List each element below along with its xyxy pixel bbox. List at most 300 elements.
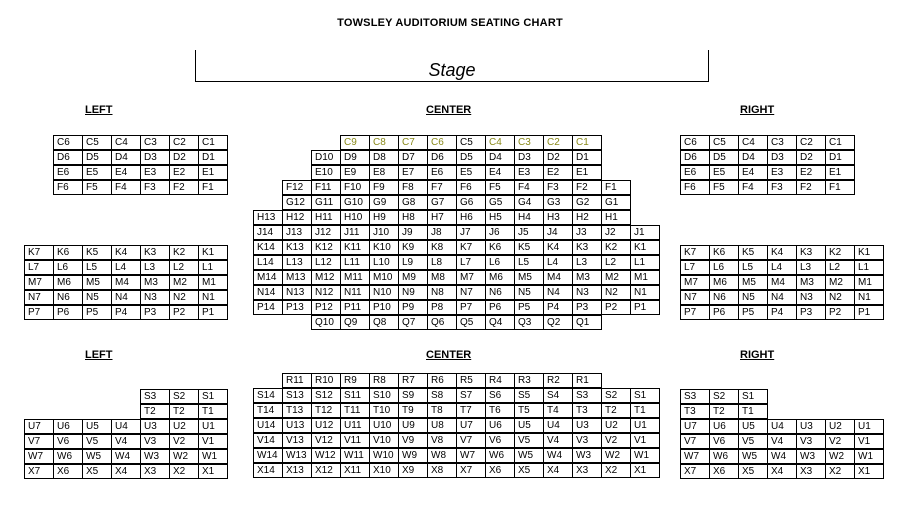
seat-upper-center-H-4: H9 (369, 210, 399, 225)
seat-lower-left-S-1: S2 (169, 389, 199, 404)
seat-lower-right-V-5: V2 (825, 434, 855, 449)
seat-lower-center-R-6: R5 (456, 373, 486, 388)
seat-upper-center-L-11: L3 (572, 255, 602, 270)
seat-lower-center-V-5: V9 (398, 433, 428, 448)
seat-lower-center-X-10: X4 (543, 463, 573, 478)
seat-upper-center-L-3: L11 (340, 255, 370, 270)
seat-lower-center-V-0: V14 (253, 433, 283, 448)
seat-upper-center-N-6: N8 (427, 285, 457, 300)
seat-lower-center-V-13: V1 (630, 433, 660, 448)
seat-lower-center-T-11: T3 (572, 403, 602, 418)
seat-lower-center-U-4: U10 (369, 418, 399, 433)
seat-upper-center-G-7: G5 (485, 195, 515, 210)
seat-lower-center-X-3: X11 (340, 463, 370, 478)
seat-upper-center-G-8: G4 (514, 195, 544, 210)
seat-lower-center-X-1: X13 (282, 463, 312, 478)
seat-lower-center-W-11: W3 (572, 448, 602, 463)
seat-lower-center-W-8: W6 (485, 448, 515, 463)
seat-lower-center-U-0: U14 (253, 418, 283, 433)
seat-upper-right-bottom-N-5: N2 (825, 290, 855, 305)
seat-upper-center-K-6: K8 (427, 240, 457, 255)
seat-upper-center-F-5: F7 (427, 180, 457, 195)
seat-upper-right-top-D-3: D3 (767, 150, 797, 165)
chart-title: TOWSLEY AUDITORIUM SEATING CHART (337, 17, 563, 29)
seat-upper-center-J-10: J4 (543, 225, 573, 240)
seat-lower-center-T-10: T4 (543, 403, 573, 418)
seat-upper-center-L-5: L9 (398, 255, 428, 270)
seat-lower-center-S-0: S14 (253, 388, 283, 403)
seat-upper-center-N-13: N1 (630, 285, 660, 300)
seat-lower-center-S-4: S10 (369, 388, 399, 403)
seat-upper-center-E-0: E10 (311, 165, 341, 180)
seat-upper-left-top-C-1: C5 (82, 135, 112, 150)
seat-upper-center-L-1: L13 (282, 255, 312, 270)
seat-upper-left-top-D-3: D3 (140, 150, 170, 165)
seat-lower-center-U-7: U7 (456, 418, 486, 433)
seat-lower-left-U-0: U7 (24, 419, 54, 434)
seat-upper-right-bottom-L-6: L1 (854, 260, 884, 275)
seat-upper-left-bottom-K-6: K1 (198, 245, 228, 260)
seat-lower-center-T-9: T5 (514, 403, 544, 418)
seat-upper-center-P-1: P13 (282, 300, 312, 315)
seat-lower-center-W-2: W12 (311, 448, 341, 463)
seat-upper-left-top-F-3: F3 (140, 180, 170, 195)
seat-lower-right-U-5: U2 (825, 419, 855, 434)
seat-upper-center-M-10: M4 (543, 270, 573, 285)
seat-upper-right-top-E-3: E3 (767, 165, 797, 180)
seat-upper-center-M-2: M12 (311, 270, 341, 285)
seat-upper-left-bottom-N-5: N2 (169, 290, 199, 305)
seat-lower-center-S-13: S1 (630, 388, 660, 403)
seat-lower-center-R-8: R3 (514, 373, 544, 388)
seat-upper-center-P-5: P9 (398, 300, 428, 315)
seat-upper-left-top-D-5: D1 (198, 150, 228, 165)
seat-upper-right-bottom-P-1: P6 (709, 305, 739, 320)
seat-upper-center-P-8: P6 (485, 300, 515, 315)
seat-lower-center-W-1: W13 (282, 448, 312, 463)
seat-lower-center-R-0: R11 (282, 373, 312, 388)
seat-upper-right-top-E-4: E2 (796, 165, 826, 180)
seat-lower-center-V-6: V8 (427, 433, 457, 448)
seat-upper-center-N-7: N7 (456, 285, 486, 300)
seat-upper-center-K-12: K2 (601, 240, 631, 255)
seat-upper-center-H-6: H7 (427, 210, 457, 225)
seat-lower-left-X-0: X7 (24, 464, 54, 479)
seat-lower-right-W-1: W6 (709, 449, 739, 464)
seat-upper-center-F-2: F10 (340, 180, 370, 195)
stage (195, 50, 709, 82)
seat-lower-right-V-1: V6 (709, 434, 739, 449)
seat-lower-right-V-4: V3 (796, 434, 826, 449)
seat-upper-center-G-6: G6 (456, 195, 486, 210)
seat-upper-center-G-10: G2 (572, 195, 602, 210)
seat-lower-center-U-9: U5 (514, 418, 544, 433)
seat-lower-right-W-6: W1 (854, 449, 884, 464)
seat-upper-center-K-7: K7 (456, 240, 486, 255)
seat-upper-center-P-11: P3 (572, 300, 602, 315)
seat-upper-center-D-8: D2 (543, 150, 573, 165)
seat-upper-center-D-1: D9 (340, 150, 370, 165)
seat-upper-center-Q-5: Q5 (456, 315, 486, 330)
seat-lower-left-U-6: U1 (198, 419, 228, 434)
seat-lower-right-W-2: W5 (738, 449, 768, 464)
seat-upper-center-Q-6: Q4 (485, 315, 515, 330)
seat-upper-right-bottom-P-4: P3 (796, 305, 826, 320)
seat-lower-center-T-7: T7 (456, 403, 486, 418)
seat-lower-right-S-1: S2 (709, 389, 739, 404)
seat-upper-center-N-8: N6 (485, 285, 515, 300)
seat-upper-left-top-D-4: D2 (169, 150, 199, 165)
seat-lower-center-U-6: U8 (427, 418, 457, 433)
seat-upper-center-N-4: N10 (369, 285, 399, 300)
seat-lower-left-U-1: U6 (53, 419, 83, 434)
seat-upper-right-bottom-M-1: M6 (709, 275, 739, 290)
seat-upper-left-bottom-M-6: M1 (198, 275, 228, 290)
seat-lower-center-W-5: W9 (398, 448, 428, 463)
seat-upper-right-top-E-2: E4 (738, 165, 768, 180)
seat-lower-center-U-3: U11 (340, 418, 370, 433)
seat-lower-center-S-6: S8 (427, 388, 457, 403)
seat-upper-right-top-F-2: F4 (738, 180, 768, 195)
seat-upper-left-top-C-2: C4 (111, 135, 141, 150)
seat-lower-center-T-12: T2 (601, 403, 631, 418)
seat-upper-right-top-C-3: C3 (767, 135, 797, 150)
seat-upper-center-C-8: C1 (572, 135, 602, 150)
seat-upper-center-E-3: E7 (398, 165, 428, 180)
seat-upper-right-bottom-K-0: K7 (680, 245, 710, 260)
seat-upper-center-C-4: C5 (456, 135, 486, 150)
seat-upper-right-bottom-L-2: L5 (738, 260, 768, 275)
seat-lower-right-U-0: U7 (680, 419, 710, 434)
seat-upper-left-bottom-K-3: K4 (111, 245, 141, 260)
seat-lower-center-S-8: S6 (485, 388, 515, 403)
stage-label: Stage (428, 60, 476, 80)
seat-upper-right-bottom-N-6: N1 (854, 290, 884, 305)
seat-upper-center-P-9: P5 (514, 300, 544, 315)
seat-upper-right-top-E-5: E1 (825, 165, 855, 180)
seat-upper-right-bottom-M-0: M7 (680, 275, 710, 290)
seat-upper-left-top-D-0: D6 (53, 150, 83, 165)
seat-lower-right-U-3: U4 (767, 419, 797, 434)
seat-lower-right-U-6: U1 (854, 419, 884, 434)
seat-lower-left-U-2: U5 (82, 419, 112, 434)
seat-lower-center-W-10: W4 (543, 448, 573, 463)
seat-upper-center-L-10: L4 (543, 255, 573, 270)
seat-lower-center-V-4: V10 (369, 433, 399, 448)
seat-upper-right-bottom-P-6: P1 (854, 305, 884, 320)
seat-upper-center-N-9: N5 (514, 285, 544, 300)
seat-lower-right-T-2: T1 (738, 404, 768, 419)
seat-lower-left-V-0: V7 (24, 434, 54, 449)
seat-lower-center-V-1: V13 (282, 433, 312, 448)
seat-upper-center-Q-0: Q10 (311, 315, 341, 330)
seat-lower-left-W-4: W3 (140, 449, 170, 464)
seat-lower-center-V-10: V4 (543, 433, 573, 448)
seat-lower-center-U-10: U4 (543, 418, 573, 433)
seat-upper-center-F-4: F8 (398, 180, 428, 195)
seat-upper-right-top-C-4: C2 (796, 135, 826, 150)
seat-upper-left-top-E-2: E4 (111, 165, 141, 180)
seat-upper-center-M-5: M9 (398, 270, 428, 285)
seat-upper-right-bottom-M-5: M2 (825, 275, 855, 290)
seat-upper-center-K-1: K13 (282, 240, 312, 255)
seat-upper-center-N-3: N11 (340, 285, 370, 300)
seat-upper-right-bottom-L-1: L6 (709, 260, 739, 275)
seat-lower-left-T-0: T2 (140, 404, 170, 419)
seat-lower-right-S-0: S3 (680, 389, 710, 404)
seat-upper-center-C-7: C2 (543, 135, 573, 150)
section-label-upper-right: RIGHT (740, 104, 775, 116)
seat-lower-right-X-2: X5 (738, 464, 768, 479)
seat-lower-center-R-7: R4 (485, 373, 515, 388)
seat-lower-center-R-5: R6 (427, 373, 457, 388)
seat-upper-left-top-D-2: D4 (111, 150, 141, 165)
seat-upper-center-L-4: L10 (369, 255, 399, 270)
seat-upper-center-G-0: G12 (282, 195, 312, 210)
section-label-lower-left: LEFT (85, 349, 113, 361)
seat-upper-left-top-F-0: F6 (53, 180, 83, 195)
section-label-upper-center: CENTER (426, 104, 472, 116)
seat-upper-center-M-13: M1 (630, 270, 660, 285)
seat-upper-left-bottom-M-0: M7 (24, 275, 54, 290)
seat-upper-center-N-1: N13 (282, 285, 312, 300)
seat-upper-center-Q-9: Q1 (572, 315, 602, 330)
seat-upper-right-top-C-2: C4 (738, 135, 768, 150)
seat-upper-center-M-8: M6 (485, 270, 515, 285)
seat-upper-center-N-0: N14 (253, 285, 283, 300)
seat-upper-center-G-2: G10 (340, 195, 370, 210)
seat-upper-center-H-11: H2 (572, 210, 602, 225)
seat-lower-center-V-8: V6 (485, 433, 515, 448)
seat-upper-center-K-9: K5 (514, 240, 544, 255)
seat-upper-left-bottom-P-0: P7 (24, 305, 54, 320)
seat-upper-center-L-13: L1 (630, 255, 660, 270)
seat-lower-right-X-5: X2 (825, 464, 855, 479)
seat-upper-right-bottom-P-2: P5 (738, 305, 768, 320)
seat-upper-left-bottom-L-5: L2 (169, 260, 199, 275)
seat-lower-left-U-3: U4 (111, 419, 141, 434)
seat-lower-right-S-2: S1 (738, 389, 768, 404)
seat-upper-left-top-C-3: C3 (140, 135, 170, 150)
seat-lower-center-S-3: S11 (340, 388, 370, 403)
seat-upper-left-bottom-N-1: N6 (53, 290, 83, 305)
seat-upper-center-P-6: P8 (427, 300, 457, 315)
seat-lower-left-V-1: V6 (53, 434, 83, 449)
seat-lower-center-S-2: S12 (311, 388, 341, 403)
seat-upper-left-bottom-L-2: L5 (82, 260, 112, 275)
seat-lower-right-U-1: U6 (709, 419, 739, 434)
seat-lower-right-W-4: W3 (796, 449, 826, 464)
seat-lower-center-R-2: R9 (340, 373, 370, 388)
seat-upper-right-top-F-0: F6 (680, 180, 710, 195)
seat-upper-center-P-12: P2 (601, 300, 631, 315)
seat-upper-right-bottom-P-5: P2 (825, 305, 855, 320)
seat-upper-center-G-9: G3 (543, 195, 573, 210)
seat-upper-center-H-8: H5 (485, 210, 515, 225)
seat-upper-center-M-9: M5 (514, 270, 544, 285)
seat-lower-left-V-2: V5 (82, 434, 112, 449)
seat-lower-center-X-9: X5 (514, 463, 544, 478)
seat-upper-center-H-9: H4 (514, 210, 544, 225)
seat-lower-left-U-5: U2 (169, 419, 199, 434)
seat-upper-center-D-2: D8 (369, 150, 399, 165)
seat-lower-left-W-2: W5 (82, 449, 112, 464)
seat-upper-right-bottom-P-3: P4 (767, 305, 797, 320)
seat-upper-right-bottom-N-3: N4 (767, 290, 797, 305)
seat-upper-center-J-11: J3 (572, 225, 602, 240)
seat-lower-center-V-12: V2 (601, 433, 631, 448)
seat-upper-center-J-0: J14 (253, 225, 283, 240)
seat-upper-center-G-3: G9 (369, 195, 399, 210)
seat-upper-center-H-10: H3 (543, 210, 573, 225)
seat-upper-center-P-0: P14 (253, 300, 283, 315)
seat-upper-center-P-2: P12 (311, 300, 341, 315)
seat-upper-center-H-2: H11 (311, 210, 341, 225)
seat-lower-left-T-1: T2 (169, 404, 199, 419)
seat-lower-center-V-7: V7 (456, 433, 486, 448)
seat-lower-left-X-6: X1 (198, 464, 228, 479)
seat-upper-left-bottom-M-5: M2 (169, 275, 199, 290)
seat-upper-center-F-11: F1 (601, 180, 631, 195)
seat-upper-center-F-7: F5 (485, 180, 515, 195)
seat-upper-center-C-6: C3 (514, 135, 544, 150)
seat-upper-center-F-6: F6 (456, 180, 486, 195)
seat-lower-right-T-1: T2 (709, 404, 739, 419)
section-label-lower-center: CENTER (426, 349, 472, 361)
seat-lower-center-T-3: T11 (340, 403, 370, 418)
seat-lower-center-V-2: V12 (311, 433, 341, 448)
seat-upper-right-top-C-0: C6 (680, 135, 710, 150)
seat-upper-center-L-6: L8 (427, 255, 457, 270)
seat-lower-left-X-1: X6 (53, 464, 83, 479)
seat-upper-center-D-5: D5 (456, 150, 486, 165)
seat-lower-left-V-6: V1 (198, 434, 228, 449)
seat-lower-left-S-2: S1 (198, 389, 228, 404)
seat-upper-right-bottom-N-2: N5 (738, 290, 768, 305)
seat-lower-left-X-5: X2 (169, 464, 199, 479)
seat-lower-center-U-8: U6 (485, 418, 515, 433)
seat-lower-center-X-5: X9 (398, 463, 428, 478)
seat-upper-left-top-F-5: F1 (198, 180, 228, 195)
seat-upper-center-G-1: G11 (311, 195, 341, 210)
seat-lower-right-W-3: W4 (767, 449, 797, 464)
seat-upper-right-bottom-M-2: M5 (738, 275, 768, 290)
seat-lower-center-X-4: X10 (369, 463, 399, 478)
seat-upper-right-bottom-M-3: M4 (767, 275, 797, 290)
seat-upper-left-bottom-M-3: M4 (111, 275, 141, 290)
seat-lower-center-W-0: W14 (253, 448, 283, 463)
seat-lower-left-W-5: W2 (169, 449, 199, 464)
seat-upper-left-top-E-5: E1 (198, 165, 228, 180)
seat-upper-left-bottom-P-3: P4 (111, 305, 141, 320)
section-label-upper-left: LEFT (85, 104, 113, 116)
seat-upper-right-bottom-N-0: N7 (680, 290, 710, 305)
seat-upper-left-bottom-P-6: P1 (198, 305, 228, 320)
seat-upper-center-L-0: L14 (253, 255, 283, 270)
seat-lower-center-T-2: T12 (311, 403, 341, 418)
seat-lower-center-S-1: S13 (282, 388, 312, 403)
seat-lower-center-X-0: X14 (253, 463, 283, 478)
seat-lower-right-X-6: X1 (854, 464, 884, 479)
seat-upper-right-top-C-1: C5 (709, 135, 739, 150)
seat-upper-center-N-2: N12 (311, 285, 341, 300)
seat-lower-center-W-12: W2 (601, 448, 631, 463)
seat-lower-right-X-3: X4 (767, 464, 797, 479)
seat-upper-center-E-5: E5 (456, 165, 486, 180)
seat-upper-center-P-4: P10 (369, 300, 399, 315)
seat-upper-right-bottom-M-4: M3 (796, 275, 826, 290)
seat-upper-center-P-7: P7 (456, 300, 486, 315)
seat-lower-center-T-5: T9 (398, 403, 428, 418)
seat-upper-left-bottom-P-5: P2 (169, 305, 199, 320)
seat-lower-left-W-3: W4 (111, 449, 141, 464)
seat-lower-right-X-4: X3 (796, 464, 826, 479)
seat-lower-center-X-11: X3 (572, 463, 602, 478)
seat-upper-center-F-1: F11 (311, 180, 341, 195)
seat-lower-center-S-9: S5 (514, 388, 544, 403)
seat-upper-right-bottom-M-6: M1 (854, 275, 884, 290)
seat-lower-right-T-0: T3 (680, 404, 710, 419)
seat-upper-left-bottom-K-4: K3 (140, 245, 170, 260)
seat-upper-left-top-C-0: C6 (53, 135, 83, 150)
seat-upper-center-Q-1: Q9 (340, 315, 370, 330)
seat-upper-center-D-3: D7 (398, 150, 428, 165)
seat-lower-center-S-10: S4 (543, 388, 573, 403)
seat-upper-left-bottom-P-2: P5 (82, 305, 112, 320)
seat-upper-center-C-3: C6 (427, 135, 457, 150)
seat-upper-left-bottom-M-1: M6 (53, 275, 83, 290)
seat-lower-left-W-1: W6 (53, 449, 83, 464)
seat-lower-center-U-11: U3 (572, 418, 602, 433)
seat-upper-center-M-11: M3 (572, 270, 602, 285)
seat-upper-right-top-F-4: F2 (796, 180, 826, 195)
seat-upper-center-K-5: K9 (398, 240, 428, 255)
seat-lower-center-S-12: S2 (601, 388, 631, 403)
seat-upper-center-G-11: G1 (601, 195, 631, 210)
seat-upper-center-L-2: L12 (311, 255, 341, 270)
seat-upper-right-top-D-1: D5 (709, 150, 739, 165)
seat-upper-center-K-8: K6 (485, 240, 515, 255)
seat-upper-right-bottom-K-6: K1 (854, 245, 884, 260)
seat-lower-left-V-3: V4 (111, 434, 141, 449)
seat-upper-center-J-5: J9 (398, 225, 428, 240)
seat-upper-center-J-12: J2 (601, 225, 631, 240)
seat-lower-center-W-4: W10 (369, 448, 399, 463)
seat-upper-center-J-1: J13 (282, 225, 312, 240)
seat-upper-center-Q-4: Q6 (427, 315, 457, 330)
seat-upper-center-M-3: M11 (340, 270, 370, 285)
seat-lower-center-U-12: U2 (601, 418, 631, 433)
seat-lower-center-V-11: V3 (572, 433, 602, 448)
seat-upper-left-bottom-N-6: N1 (198, 290, 228, 305)
seat-upper-right-top-D-2: D4 (738, 150, 768, 165)
seat-upper-center-E-8: E2 (543, 165, 573, 180)
seat-upper-center-J-2: J12 (311, 225, 341, 240)
seat-upper-right-top-D-5: D1 (825, 150, 855, 165)
seat-upper-left-top-E-0: E6 (53, 165, 83, 180)
seat-lower-left-U-4: U3 (140, 419, 170, 434)
seat-lower-right-V-3: V4 (767, 434, 797, 449)
seat-upper-center-F-8: F4 (514, 180, 544, 195)
seat-upper-left-bottom-K-5: K2 (169, 245, 199, 260)
seat-upper-left-bottom-L-6: L1 (198, 260, 228, 275)
seat-upper-left-top-E-1: E5 (82, 165, 112, 180)
seat-lower-left-V-4: V3 (140, 434, 170, 449)
seat-upper-right-top-D-4: D2 (796, 150, 826, 165)
seat-upper-left-top-C-5: C1 (198, 135, 228, 150)
section-label-lower-right: RIGHT (740, 349, 775, 361)
seat-upper-center-N-10: N4 (543, 285, 573, 300)
